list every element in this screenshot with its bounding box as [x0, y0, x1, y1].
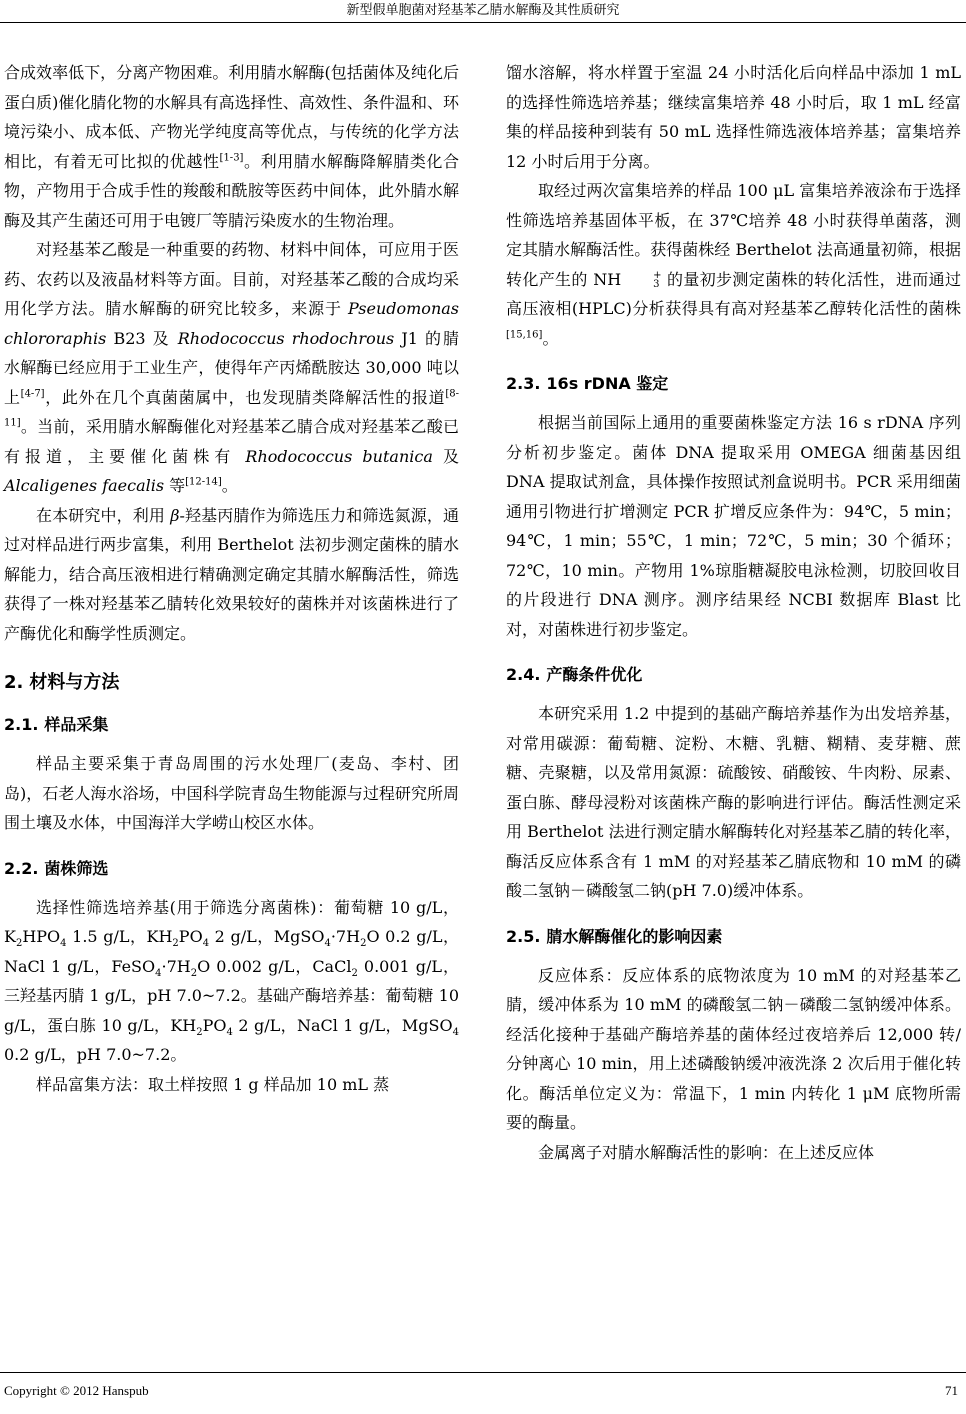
footer-rule	[0, 1372, 966, 1373]
subsection-heading: 2.4. 产酶条件优化	[506, 665, 643, 684]
paragraph: 合成效率低下，分离产物困难。利用腈水解酶(包括菌体及纯化后蛋白质)催化腈化物的水解具有高选择性、高效性、条件温和、环境污染小、成本低、产物光学纯度高等优点，与传统的化学方法相比，有着无可比拟的优越性[1-3]。利用腈水解酶降解腈类化合物，产物用于合成手性的羧酸和酰胺等医药中间体，此外腈水解酶及其产生菌还可用于电镀厂等腈污染废水的生物治理。	[4, 63, 459, 230]
paragraph: 取经过两次富集培养的样品 100 μL 富集培养液涂布于选择性筛选培养基固体平板，在 37℃培养 48 小时获得单菌落，测定其腈水解酶活性。获得菌株经 Berthelot 法高通量初筛，根据转化产生的 NH + 3 的量初步测定菌株的转化活性，进而通过高压液相(HPLC)分析获得具有高对羟基苯乙醇转化活性的菌株[15,16]。	[506, 181, 962, 348]
paragraph: 选择性筛选培养基(用于筛选分离菌株)：葡萄糖 10 g/L，$K_2HPO_4$ 1.5 g/L，$KH_2PO_4$ 2 g/L，$MgSO_4\cdot 7H_2O$ 0.2 g/L，NaCl 1 g/L，$FeSO_4\cdot 7H_2O$ 0.002 g/L，CaCl$_2$ 0.001 g/L，三羟基丙腈 1 g/L，pH 7.0~7.2。基础产酶培养基：葡萄糖 10 g/L，蛋白胨 10 g/L，$KH_2PO_4$ 2 g/L，NaCl 1 g/L，MgSO$_4$ 0.2 g/L，pH 7.0~7.2。	[4, 897, 459, 1064]
paragraph: 样品富集方法：取土样按照 1 g 样品加 10 mL 蒸	[36, 1074, 390, 1094]
paragraph: 在本研究中，利用 β-羟基丙腈作为筛选压力和筛选氮源，通过对样品进行两步富集，利用 Berthelot 法初步测定菌株的腈水解能力，结合高压液相进行精确测定确定其腈水解酶活性，筛选获得了一株对羟基苯乙腈转化效果较好的菌株并对该菌株进行了产酶优化和酶学性质测定。	[4, 505, 459, 643]
paragraph: 根据当前国际上通用的重要菌株鉴定方法 16 s rDNA 序列分析初步鉴定。菌体 DNA 提取采用 OMEGA 细菌基因组 DNA 提取试剂盒，具体操作按照试剂盒说明书。PCR 采用细菌通用引物进行扩增测定 PCR 扩增反应条件为：94℃，5 min；94℃，1 min；55℃，1 min；72℃，5 min；30 个循环；72℃，10 min。产物用 1%琼脂糖凝胶电泳检测，切胶回收目的片段进行 DNA 测序。测序结果经 NCBI 数据库 Blast 比对，对菌株进行初步鉴定。	[506, 413, 961, 639]
subsection-heading: 2.3. 16s rDNA 鉴定	[506, 374, 669, 393]
citation[interactable]: [1-3]	[219, 152, 244, 164]
citation[interactable]: [12-14]	[185, 476, 222, 488]
copyright-notice: Copyright © 2012 Hanspub	[4, 1383, 149, 1398]
species-name: Rhodococcus rhodochrous	[177, 328, 395, 348]
paragraph: 反应体系：反应体系的底物浓度为 10 mM 的对羟基苯乙腈，缓冲体系为 10 mM 的磷酸氢二钠－磷酸二氢钠缓冲体系。经活化接种于基础产酶培养基的菌体经过夜培养后 12,000 转/分钟离心 10 min，用上述磷酸钠缓冲液洗涤 2 次后用于催化转化。酶活单位定义为：常温下，1 min 内转化 1 μM 底物所需要的酶量。	[506, 965, 961, 1132]
citation[interactable]: [4-7]	[20, 388, 45, 400]
left-column	[4, 58, 459, 1099]
species-name: Pseudomonas chlororaphis	[4, 299, 459, 348]
page-number: 71	[945, 1383, 958, 1398]
subsection-heading: 2.5. 腈水解酶催化的影响因素	[506, 926, 723, 946]
citation[interactable]: [15,16]	[506, 329, 543, 341]
paragraph: 本研究采用 1.2 中提到的基础产酶培养基作为出发培养基，对常用碳源：葡萄糖、淀粉、木糖、乳糖、糊精、麦芽糖、蔗糖、壳聚糖，以及常用氮源：硫酸铵、硝酸铵、牛肉粉、尿素、蛋白胨、酵母浸粉对该菌株产酶的影响进行评估。酶活性测定采用 Berthelot 法进行测定腈水解酶转化对羟基苯乙腈的转化率，酶活反应体系含有 1 mM 的对羟基苯乙腈底物和 10 mM 的磷酸二氢钠－磷酸氢二钠(pH 7.0)缓冲体系。	[506, 704, 961, 900]
header-rule	[0, 22, 966, 23]
subsection-heading: 2.1. 样品采集	[4, 715, 109, 734]
paragraph: 样品主要采集于青岛周围的污水处理厂(麦岛、李村、团岛)，石老人海水浴场，中国科学院青岛生物能源与过程研究所周围土壤及水体，中国海洋大学崂山校区水体。	[4, 754, 459, 832]
species-name: Alcaligenes faecalis	[4, 476, 165, 495]
citation[interactable]: [8-11]	[4, 388, 459, 429]
section-heading: 2. 材料与方法	[4, 672, 120, 693]
species-name: Rhodococcus butanica	[245, 446, 433, 466]
right-column	[506, 58, 961, 1167]
subsection-heading: 2.2. 菌株筛选	[4, 858, 109, 878]
paragraph: 金属离子对腈水解酶活性的影响：在上述反应体	[538, 1142, 875, 1162]
paragraph: 馏水溶解，将水样置于室温 24 小时活化后向样品中添加 1 mL 的选择性筛选培养基；继续富集培养 48 小时后，取 1 mL 经富集的样品接种到装有 50 mL 选择性筛选液体培养基；富集培养 12 小时后用于分离。	[506, 63, 961, 171]
running-header: 新型假单胞菌对羟基苯乙腈水解酶及其性质研究	[346, 3, 620, 18]
paragraph: 对羟基苯乙酸是一种重要的药物、材料中间体，可应用于医药、农药以及液晶材料等方面。目前，对羟基苯乙酸的合成均采用化学方法。腈水解酶的研究比较多，来源于 Pseudomonas chlororaphis B23 及 Rhodococcus rhodochrous J1 的腈水解酶已经应用于工业生产，使得年产丙烯酰胺达 30,000 吨以上[4-7]，此外在几个真菌菌属中，也发现腈类降解活性的报道[8-11]。当前，采用腈水解酶催化对羟基苯乙腈合成对羟基苯乙酸已有报道，主要催化菌株有 Rhodococcus butanica 及 Alcaligenes faecalis 等[12-14]。	[4, 240, 459, 495]
